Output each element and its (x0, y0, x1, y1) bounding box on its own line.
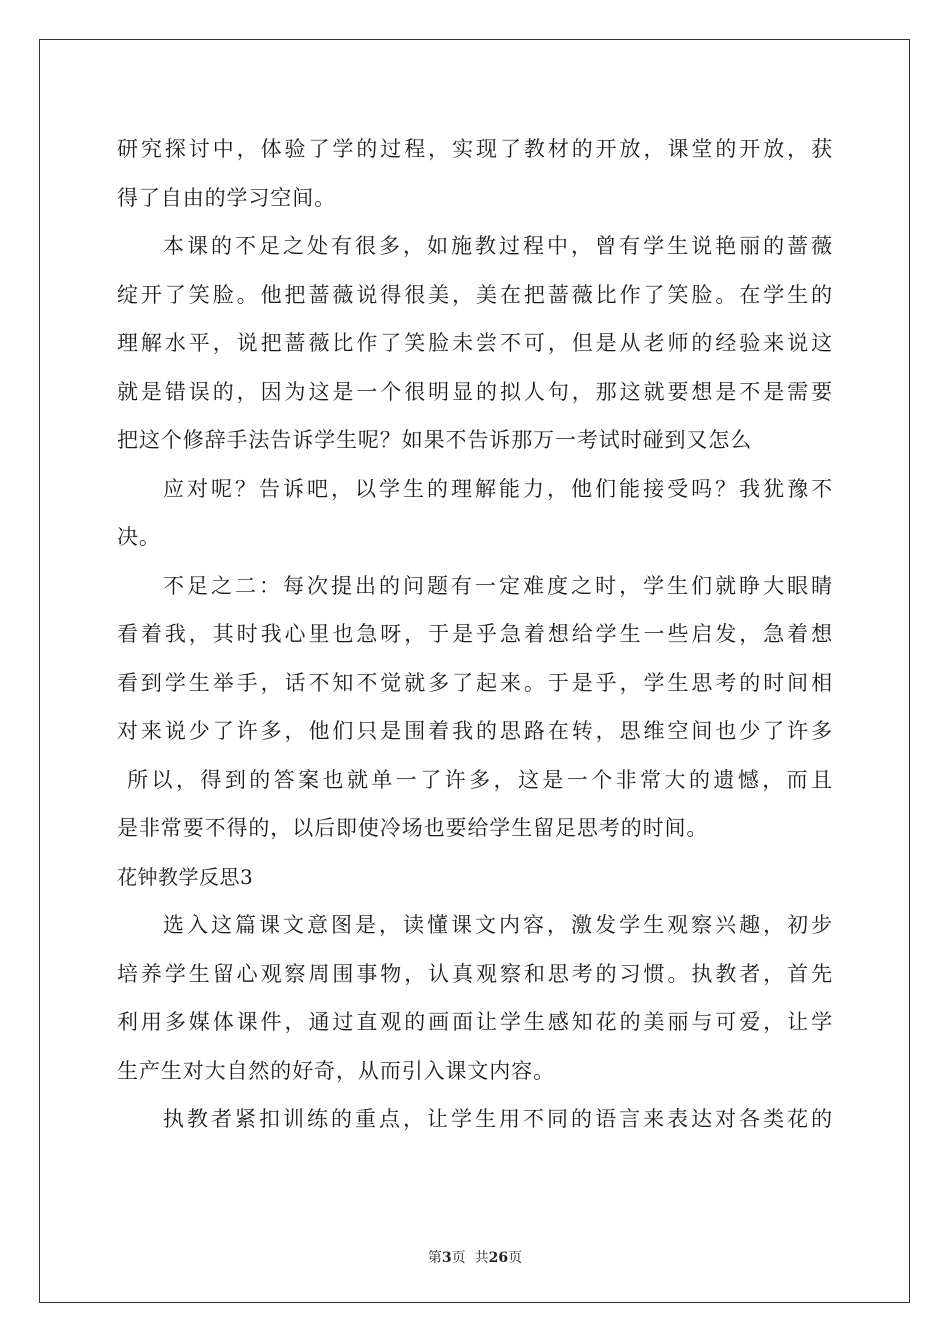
text-line: 不足之二：每次提出的问题有一定难度之时，学生们就睁大眼睛 (163, 573, 833, 598)
document-body (117, 125, 833, 1144)
text-line: 绽开了笑脸。他把蔷薇说得很美，美在把蔷薇比作了笑脸。在学生的 (117, 282, 833, 307)
text-line: 生产生对大自然的好奇，从而引入课文内容。 (117, 1058, 555, 1083)
section-heading: 花钟教学反思3 (117, 864, 254, 889)
footer-mid: 页 共 (451, 1250, 489, 1266)
text-line: 本课的不足之处有很多，如施教过程中，曾有学生说艳丽的蔷薇 (163, 234, 833, 258)
text-line: 应对呢？告诉吧，以学生的理解能力，他们能接受吗？我犹豫不 (163, 476, 833, 501)
footer-suffix: 页 (508, 1250, 523, 1266)
text-line: 是非常要不得的，以后即使冷场也要给学生留足思考的时间。 (117, 816, 709, 840)
text-line: 就是错误的，因为这是一个很明显的拟人句，那这就要想是不是需要 (117, 379, 833, 404)
text-line: 把这个修辞手法告诉学生呢？如果不告诉那万一考试时碰到又怎么 (117, 428, 753, 452)
text-line: 理解水平，说把蔷薇比作了笑脸未尝不可，但是从老师的经验来说这 (117, 331, 833, 355)
text-line: 执教者紧扣训练的重点，让学生用不同的语言来表达对各类花的 (163, 1107, 833, 1131)
total-page-count: 26 (488, 1250, 509, 1266)
text-line: 看着我，其时我心里也急呀，于是乎急着想给学生一些启发，急着想 (117, 622, 833, 646)
page-footer (0, 1247, 950, 1267)
text-line: 决。 (117, 525, 161, 549)
text-line: 对来说少了许多，他们只是围着我的思路在转，思维空间也少了许多 (117, 719, 833, 743)
text-line: 培养学生留心观察周围事物，认真观察和思考的习惯。执教者，首先 (117, 961, 833, 986)
text-line: 研究探讨中，体验了学的过程，实现了教材的开放，课堂的开放，获 (117, 137, 833, 161)
footer-prefix: 第 (427, 1250, 442, 1266)
text-line: 看到学生举手，话不知不觉就多了起来。于是乎，学生思考的时间相 (117, 670, 833, 695)
text-line: 得了自由的学习空间。 (117, 185, 336, 210)
text-line: 所以，得到的答案也就单一了许多，这是一个非常大的遗憾，而且 (117, 767, 833, 792)
current-page-number: 3 (441, 1250, 452, 1266)
text-line: 选入这篇课文意图是，读懂课文内容，激发学生观察兴趣，初步 (163, 913, 833, 937)
text-line: 利用多媒体课件，通过直观的画面让学生感知花的美丽与可爱，让学 (117, 1010, 833, 1034)
